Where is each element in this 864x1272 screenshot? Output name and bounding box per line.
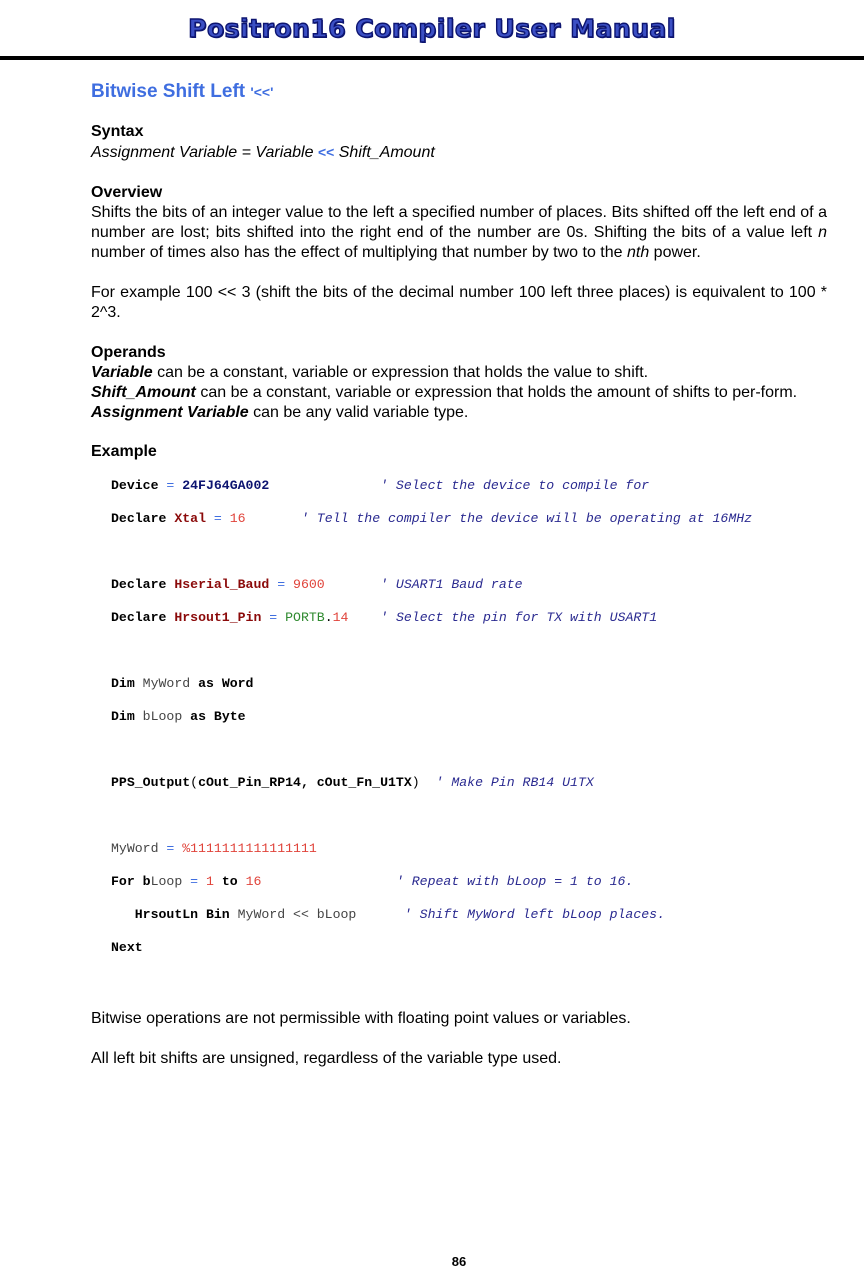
- code-space: [356, 907, 403, 922]
- code-device: 24FJ64GA002: [182, 477, 270, 493]
- operand-desc: can be a constant, variable or expression that holds the amount of shifts to per-form.: [195, 384, 798, 401]
- code-type: Byte: [213, 708, 246, 724]
- code-blank-line: [111, 808, 827, 825]
- code-keyword: Device: [111, 477, 159, 493]
- code-symbol: Xtal: [174, 510, 206, 526]
- section-title-text: Bitwise Shift Left: [91, 81, 246, 102]
- note-paragraph: All left bit shifts are unsigned, regardless of the variable type used.: [91, 1050, 562, 1067]
- code-line: [111, 775, 827, 792]
- code-line: [111, 940, 827, 957]
- syntax-heading: Syntax: [91, 123, 144, 140]
- code-symbol: Hrsout1_Pin: [174, 609, 262, 625]
- code-comment: ' USART1 Baud rate: [380, 576, 523, 592]
- code-args: cOut_Pin_RP14, cOut_Fn_U1TX: [198, 774, 412, 790]
- overview-heading: Overview: [91, 184, 163, 201]
- code-type: Word: [221, 675, 254, 691]
- code-dot: .: [324, 609, 333, 625]
- code-line: [111, 709, 827, 726]
- code-line: [111, 478, 827, 495]
- code-keyword: Declare: [111, 576, 167, 592]
- manual-title: Positron16 Compiler User Manual: [188, 14, 676, 43]
- code-comment: ' Tell the compiler the device will be operating at 16MHz: [300, 510, 753, 526]
- operand-desc: can be a constant, variable or expression that holds the value to shift.: [152, 364, 649, 381]
- code-blank-line: [111, 643, 827, 660]
- code-number: 1: [205, 873, 214, 889]
- code-space: [246, 511, 301, 526]
- code-line: [111, 907, 827, 924]
- code-number: 16: [229, 510, 246, 526]
- code-paren: (: [190, 774, 199, 790]
- code-number: %1111111111111111: [182, 840, 317, 856]
- code-space: [420, 775, 436, 790]
- code-variable: Loop: [150, 873, 183, 889]
- operand-shift-amount: [91, 383, 827, 403]
- operand-name: Assignment Variable: [91, 404, 249, 421]
- code-operator: =: [158, 840, 183, 856]
- code-number: 16: [245, 873, 262, 889]
- note-paragraph: Bitwise operations are not permissible with floating point values or variables.: [91, 1010, 631, 1027]
- code-indent: [111, 907, 135, 922]
- code-space: [325, 577, 380, 592]
- section-title: [91, 80, 827, 104]
- operand-variable: [91, 363, 827, 383]
- page-number: 86: [451, 1254, 467, 1269]
- code-variable: MyWord: [111, 840, 159, 856]
- syntax-line: [91, 142, 827, 163]
- example-heading: Example: [91, 443, 157, 460]
- code-keyword: Dim: [111, 708, 135, 724]
- code-line: [111, 577, 827, 594]
- code-line: [111, 610, 827, 627]
- code-line: [111, 511, 827, 528]
- operand-assignment-variable: [91, 403, 827, 423]
- code-line: [111, 676, 827, 693]
- code-comment: ' Shift MyWord left bLoop places.: [403, 906, 665, 922]
- code-keyword: as: [190, 708, 206, 724]
- code-keyword: as: [198, 675, 214, 691]
- code-number: 14: [332, 609, 349, 625]
- code-function: PPS_Output: [111, 774, 191, 790]
- syntax-pre: Assignment Variable = Variable: [91, 144, 318, 161]
- code-variable: MyWord: [134, 675, 199, 691]
- code-number: 9600: [293, 576, 325, 592]
- overview-text: number of times also has the effect of multiplying that number by two to the: [91, 244, 627, 261]
- code-keyword: Declare: [111, 510, 167, 526]
- code-keyword: to: [213, 873, 246, 889]
- overview-text: power.: [649, 244, 701, 261]
- overview-text: Shifts the bits of an integer value to the left a specified number of places. Bits shifted off the left end of a number are lost; bits shifted into the right end of the number are 0s. Shifting the bits of a value left: [91, 204, 827, 241]
- code-comment: ' Make Pin RB14 U1TX: [435, 774, 594, 790]
- code-symbol: Hserial_Baud: [174, 576, 270, 592]
- operand-desc: can be any valid variable type.: [248, 404, 469, 421]
- code-keyword: Dim: [111, 675, 135, 691]
- code-keyword: For: [111, 873, 135, 889]
- syntax-post: Shift_Amount: [334, 144, 435, 161]
- overview-paragraph-1: [91, 203, 827, 263]
- code-port: PORTB: [285, 609, 325, 625]
- header-rule: [0, 56, 864, 60]
- code-space: [348, 610, 380, 625]
- code-comment: ' Repeat with bLoop = 1 to 16.: [395, 873, 634, 889]
- operands-list: [91, 363, 827, 423]
- code-comment: ' Select the device to compile for: [380, 477, 650, 493]
- code-operator: =: [158, 477, 183, 493]
- overview-paragraph-2: For example 100 << 3 (shift the bits of the decimal number 100 left three places) is equivalent to 100 * 2^3.: [91, 284, 827, 321]
- code-expression: MyWord << bLoop: [229, 906, 357, 922]
- code-example: [111, 461, 827, 989]
- code-operator: =: [205, 510, 230, 526]
- code-keyword: Declare: [111, 609, 167, 625]
- code-keyword: HrsoutLn Bin: [134, 906, 230, 922]
- overview-n: n: [818, 224, 827, 241]
- code-comment: ' Select the pin for TX with USART1: [380, 609, 658, 625]
- code-variable-prefix: b: [134, 873, 151, 889]
- code-operator: =: [182, 873, 206, 889]
- code-blank-line: [111, 742, 827, 759]
- code-keyword: Next: [111, 939, 143, 955]
- page-content: [91, 80, 827, 1269]
- code-space: [261, 874, 396, 889]
- operand-name: Variable: [91, 364, 153, 381]
- page-header: [0, 0, 864, 58]
- code-operator: =: [261, 609, 286, 625]
- code-space: [269, 478, 380, 493]
- section-title-operator: '<<': [250, 84, 274, 100]
- syntax-operator: <<: [317, 144, 335, 160]
- code-line: [111, 841, 827, 858]
- code-paren: ): [411, 774, 420, 790]
- operand-name: Shift_Amount: [91, 384, 196, 401]
- overview-nth: nth: [626, 244, 650, 261]
- code-operator: =: [269, 576, 294, 592]
- code-variable: bLoop: [134, 708, 191, 724]
- code-blank-line: [111, 544, 827, 561]
- code-line: [111, 874, 827, 891]
- operands-heading: Operands: [91, 344, 166, 361]
